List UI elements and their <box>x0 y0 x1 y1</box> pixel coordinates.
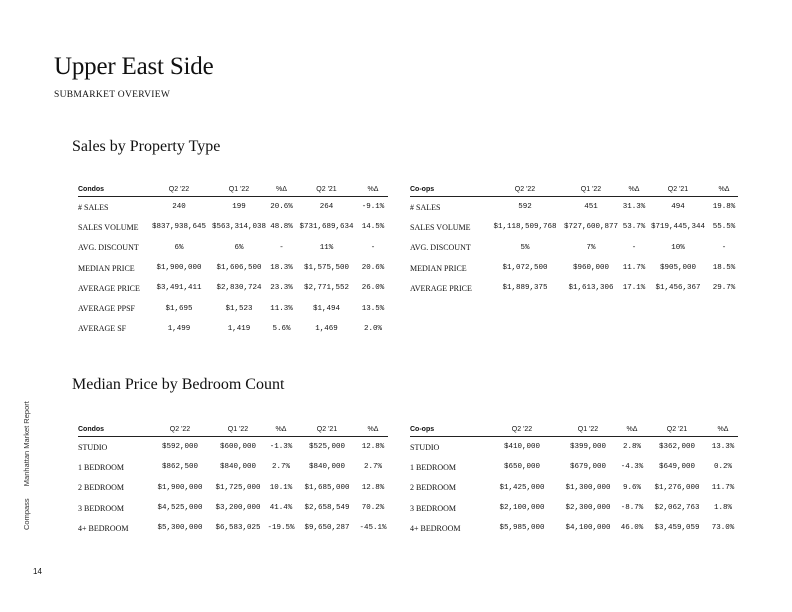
row-label: AVERAGE PPSF <box>78 304 135 314</box>
table-row <box>78 457 388 477</box>
row-label: 1 BEDROOM <box>410 462 457 472</box>
table-row <box>410 518 738 538</box>
table-cell: $2,830,724 <box>216 284 262 293</box>
table-cell: $1,118,509,768 <box>493 223 557 232</box>
column-header: %Δ <box>710 182 738 197</box>
row-label: AVERAGE PRICE <box>410 283 472 293</box>
column-header: Q1 '22 <box>210 422 266 437</box>
table-cell: 11% <box>319 243 334 252</box>
table-cell: 13.3% <box>711 443 735 452</box>
row-label: 1 BEDROOM <box>78 462 125 472</box>
table-cell: $1,606,500 <box>216 264 262 273</box>
table-row <box>410 278 738 298</box>
table-cell: $3,200,000 <box>215 504 261 513</box>
row-label: # SALES <box>410 202 441 212</box>
table-row <box>78 478 388 498</box>
row-label: 2 BEDROOM <box>410 483 457 493</box>
table-cell: $840,000 <box>219 463 256 472</box>
section-title-median-by-bedroom: Median Price by Bedroom Count <box>72 376 285 393</box>
table-cell: $2,100,000 <box>499 504 545 513</box>
column-header: Q1 '22 <box>560 182 622 197</box>
table-cell: $960,000 <box>572 264 609 273</box>
row-label: MEDIAN PRICE <box>410 263 467 273</box>
column-header: Q2 '22 <box>486 422 558 437</box>
table-cell: $600,000 <box>219 443 256 452</box>
column-header: Q2 '22 <box>490 182 560 197</box>
table-cell: -45.1% <box>359 524 387 533</box>
table-cell: $1,494 <box>312 304 340 313</box>
column-header: Q2 '21 <box>296 422 358 437</box>
column-header: Q2 '22 <box>148 182 210 197</box>
table-cell: 20.6% <box>361 264 385 273</box>
row-label: SALES VOLUME <box>78 222 139 232</box>
sidebar-report-label <box>22 370 36 530</box>
table-row <box>78 498 388 518</box>
row-label: 4+ BEDROOM <box>78 523 129 533</box>
table-header-row <box>410 182 738 197</box>
table-cell: $1,276,000 <box>654 483 700 492</box>
table-cell: 73.0% <box>711 524 735 533</box>
brand-name: Compass <box>22 498 31 530</box>
table-cell: $525,000 <box>308 443 345 452</box>
table-cell: $1,300,000 <box>565 483 611 492</box>
row-label: 4+ BEDROOM <box>410 523 461 533</box>
table-cell: 14.5% <box>361 223 385 232</box>
table-cell: 29.7% <box>712 284 736 293</box>
table-cell: $410,000 <box>503 443 540 452</box>
table-header-row <box>78 422 388 437</box>
report-name: Manhattan Market Report <box>22 401 31 487</box>
table-cell: $862,500 <box>161 463 198 472</box>
table-cell: 10% <box>671 243 685 252</box>
table-row <box>78 197 388 218</box>
row-label: SALES VOLUME <box>410 222 471 232</box>
table-row <box>410 437 738 458</box>
table-row <box>410 258 738 278</box>
column-header: %Δ <box>358 182 388 197</box>
sales-coops-table <box>410 182 738 298</box>
table-cell: 1,469 <box>315 324 338 333</box>
table-cell: $362,000 <box>658 443 695 452</box>
table-cell: $731,689,634 <box>299 223 354 232</box>
table-row <box>78 238 388 258</box>
bedroom-condos-table <box>78 422 388 538</box>
table-cell: $2,658,549 <box>304 504 350 513</box>
page-number: 14 <box>33 567 42 576</box>
table-cell: $563,314,038 <box>211 223 266 232</box>
table-cell: $5,985,000 <box>499 524 545 533</box>
table-cell: 18.5% <box>712 264 736 273</box>
table-cell: 11.7% <box>711 483 735 492</box>
table-cell: $840,000 <box>308 463 345 472</box>
table-cell: 70.2% <box>361 504 385 513</box>
row-label: 3 BEDROOM <box>410 503 457 513</box>
table-header-row <box>78 182 388 197</box>
table-cell: $592,000 <box>161 443 198 452</box>
column-header: %Δ <box>622 182 646 197</box>
table-cell: $4,100,000 <box>565 524 611 533</box>
table-cell: - <box>721 243 727 252</box>
table-cell: $1,685,000 <box>304 483 350 492</box>
table-cell: $1,575,500 <box>303 264 349 273</box>
table-cell: 18.3% <box>270 264 293 273</box>
table-header-row <box>410 422 738 437</box>
table-cell: 17.1% <box>622 284 646 293</box>
row-label: 2 BEDROOM <box>78 483 125 493</box>
row-label: MEDIAN PRICE <box>78 263 135 273</box>
table-cell: 6% <box>174 243 184 252</box>
table-cell: $837,938,645 <box>151 223 206 232</box>
table-cell: $1,072,500 <box>502 264 548 273</box>
table-cell: -4.3% <box>620 463 644 472</box>
table-cell: 12.8% <box>361 483 385 492</box>
table-cell: 240 <box>172 203 186 212</box>
table-cell: -19.5% <box>267 524 295 533</box>
table-group-header: Co-ops <box>410 182 490 197</box>
table-cell: $679,000 <box>569 463 606 472</box>
column-header: %Δ <box>618 422 646 437</box>
table-cell: 11.3% <box>270 304 293 313</box>
table-cell: 2.0% <box>363 324 382 333</box>
table-cell: $1,889,375 <box>502 284 548 293</box>
column-header: %Δ <box>358 422 388 437</box>
column-header: %Δ <box>266 422 296 437</box>
table-cell: -9.1% <box>361 203 385 212</box>
table-cell: 1,419 <box>227 324 251 333</box>
table-row <box>410 478 738 498</box>
table-cell: 46.0% <box>620 524 644 533</box>
row-label: 3 BEDROOM <box>78 503 125 513</box>
table-cell: 19.8% <box>712 203 736 212</box>
table-cell: $2,300,000 <box>565 504 611 513</box>
table-cell: $1,523 <box>225 304 253 313</box>
table-cell: $6,583,025 <box>215 524 261 533</box>
table-row <box>78 518 388 538</box>
page-title: Upper East Side <box>54 53 214 80</box>
table-cell: $1,613,306 <box>568 284 614 293</box>
table-cell: $1,456,367 <box>655 284 701 293</box>
table-cell: $650,000 <box>503 463 540 472</box>
table-row <box>410 217 738 237</box>
table-row <box>78 437 388 458</box>
table-cell: $727,600,877 <box>563 223 618 232</box>
table-cell: 41.4% <box>269 504 293 513</box>
table-cell: $9,650,287 <box>304 524 350 533</box>
table-cell: 9.6% <box>622 483 641 492</box>
table-row <box>410 238 738 258</box>
table-cell: $649,000 <box>658 463 695 472</box>
table-cell: 0.2% <box>713 463 732 472</box>
column-header: Q1 '22 <box>558 422 618 437</box>
table-cell: $399,000 <box>569 443 606 452</box>
column-header: Q1 '22 <box>210 182 268 197</box>
table-cell: 592 <box>518 203 532 212</box>
bedroom-coops-table <box>410 422 738 538</box>
table-cell: 48.8% <box>270 223 293 232</box>
table-cell: 451 <box>584 203 598 212</box>
table-row <box>78 298 388 318</box>
table-cell: $1,695 <box>165 304 193 313</box>
table-cell: 494 <box>671 203 685 212</box>
table-cell: 31.3% <box>622 203 646 212</box>
row-label: AVG. DISCOUNT <box>78 243 139 253</box>
table-cell: $905,000 <box>659 264 696 273</box>
table-cell: $3,491,411 <box>156 284 202 293</box>
table-cell: 11.7% <box>622 264 646 273</box>
table-cell: 55.5% <box>712 223 736 232</box>
row-label: STUDIO <box>410 442 440 452</box>
table-cell: 199 <box>232 203 246 212</box>
row-label: STUDIO <box>78 442 108 452</box>
table-cell: 1,499 <box>167 324 191 333</box>
table-row <box>410 457 738 477</box>
table-cell: 10.1% <box>269 483 293 492</box>
table-row <box>78 217 388 237</box>
table-cell: $2,771,552 <box>303 284 349 293</box>
column-header: Q2 '22 <box>150 422 210 437</box>
column-header: Q2 '21 <box>295 182 358 197</box>
row-label: # SALES <box>78 202 109 212</box>
column-header: Q2 '21 <box>646 182 710 197</box>
table-cell: $3,459,059 <box>654 524 700 533</box>
row-label: AVG. DISCOUNT <box>410 243 471 253</box>
table-cell: 20.6% <box>270 203 293 212</box>
section-title-sales-by-type: Sales by Property Type <box>72 138 221 155</box>
table-cell: $1,425,000 <box>499 483 545 492</box>
table-cell: - <box>370 243 376 252</box>
table-cell: $1,725,000 <box>215 483 261 492</box>
page-subtitle: SUBMARKET OVERVIEW <box>54 90 171 100</box>
table-cell: 2.8% <box>622 443 641 452</box>
table-cell: 2.7% <box>271 463 290 472</box>
sales-condos-table <box>78 182 388 339</box>
table-cell: 6% <box>234 243 244 252</box>
table-group-header: Condos <box>78 422 150 437</box>
table-cell: $5,300,000 <box>157 524 203 533</box>
table-cell: 13.5% <box>361 304 385 313</box>
table-cell: $1,900,000 <box>157 483 203 492</box>
table-cell: 5% <box>520 243 530 252</box>
table-cell: $719,445,344 <box>650 223 705 232</box>
table-cell: 7% <box>586 243 596 252</box>
column-header: Q2 '21 <box>646 422 708 437</box>
table-cell: 2.7% <box>363 463 382 472</box>
table-row <box>78 278 388 298</box>
column-header: %Δ <box>708 422 738 437</box>
table-cell: 53.7% <box>622 223 646 232</box>
table-row <box>410 197 738 218</box>
table-cell: 264 <box>319 203 334 212</box>
table-row <box>78 258 388 278</box>
table-cell: 23.3% <box>270 284 293 293</box>
table-cell: 12.8% <box>361 443 385 452</box>
table-cell: -8.7% <box>620 504 644 513</box>
table-cell: $4,525,000 <box>157 504 203 513</box>
row-label: AVERAGE PRICE <box>78 283 140 293</box>
table-row <box>78 319 388 339</box>
table-cell: - <box>279 243 284 252</box>
table-group-header: Condos <box>78 182 148 197</box>
table-cell: $2,062,763 <box>654 504 700 513</box>
table-cell: - <box>631 243 637 252</box>
table-cell: $1,900,000 <box>156 264 202 273</box>
table-cell: 5.6% <box>272 324 291 333</box>
row-label: AVERAGE SF <box>78 324 127 334</box>
table-row <box>410 498 738 518</box>
table-cell: 26.0% <box>361 284 385 293</box>
column-header: %Δ <box>268 182 295 197</box>
table-group-header: Co-ops <box>410 422 486 437</box>
table-cell: -1.3% <box>269 443 293 452</box>
table-cell: 1.8% <box>713 504 732 513</box>
